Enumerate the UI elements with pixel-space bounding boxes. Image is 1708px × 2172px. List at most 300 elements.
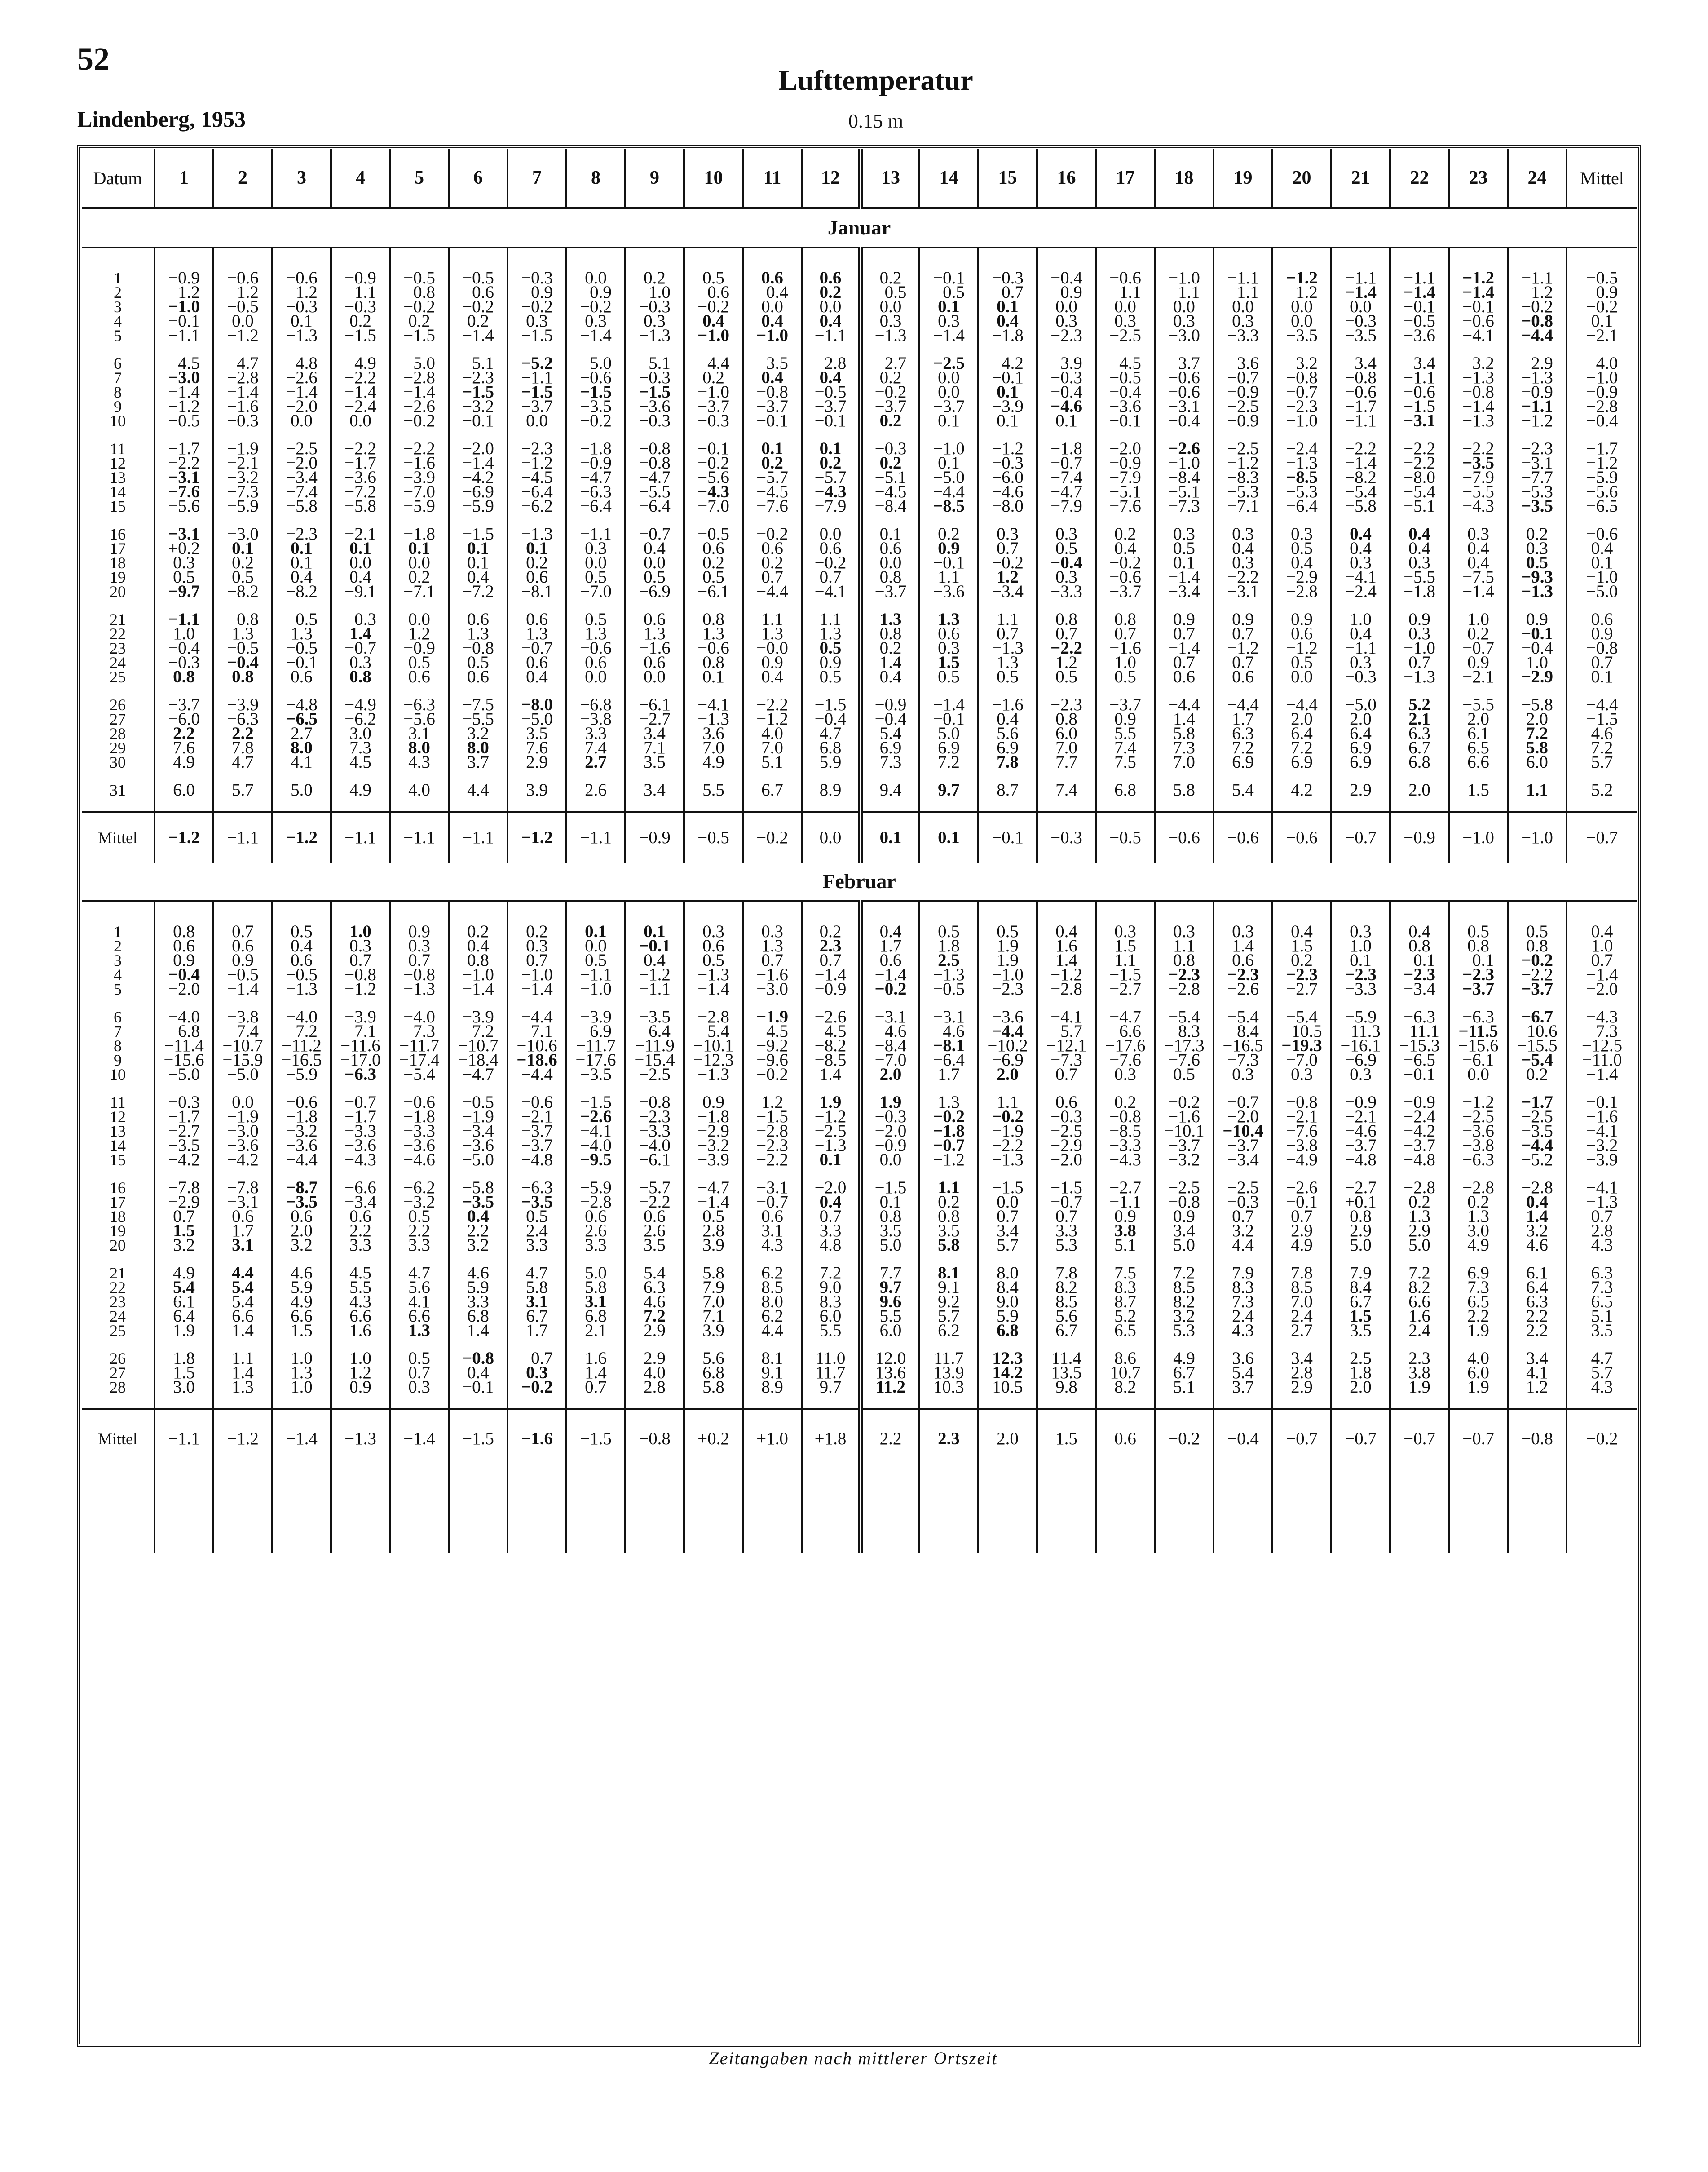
hour-value-cell: −0.3 — [154, 655, 213, 670]
hour-value-cell: 0.3 — [508, 314, 566, 328]
hour-value-cell: 0.2 — [684, 556, 743, 570]
hour-value-cell: −0.9 — [861, 698, 919, 712]
hour-value-cell: −5.1 — [1155, 485, 1214, 499]
hour-value-cell: −1.5 — [802, 698, 861, 712]
hour-value-cell: −0.3 — [625, 300, 684, 314]
hour-value-cell: −1.3 — [272, 328, 331, 343]
hour-value-cell: −6.3 — [390, 698, 449, 712]
hour-value-cell: −2.3 — [272, 527, 331, 541]
daily-mean-cell: −1.0 — [1586, 368, 1618, 387]
hour-value-cell: −0.6 — [1155, 812, 1214, 863]
hour-value-cell: 1.5 — [154, 1366, 213, 1380]
hour-value-cell: −3.6 — [213, 1138, 272, 1153]
hour-value-cell: 1.0 — [1331, 612, 1390, 627]
hour-value-cell: 2.1 — [566, 1323, 625, 1338]
hour-value-cell: −0.5 — [919, 285, 978, 300]
hour-value-cell: −1.3 — [861, 328, 919, 343]
hour-value-cell: −0.2 — [1508, 300, 1567, 314]
hour-value-cell: −1.1 — [566, 812, 625, 863]
hour-value-cell: −7.4 — [1037, 470, 1096, 485]
hour-value-cell: 0.2 — [625, 271, 684, 285]
hour-value-cell: 3.3 — [1037, 1224, 1096, 1238]
hour-value-cell: −1.2 — [272, 812, 331, 863]
hour-value-cell: 0.1 — [861, 812, 919, 863]
hour-value-cell: 1.1 — [1508, 783, 1567, 797]
hour-value-cell: −0.5 — [272, 612, 331, 627]
spacer-cell — [1449, 901, 1508, 925]
hour-value-cell: 0.1 — [272, 556, 331, 570]
hour-value-cell: −2.8 — [390, 371, 449, 385]
hour-value-cell: −2.2 — [154, 456, 213, 470]
hour-value-cell: 5.0 — [1155, 1238, 1214, 1252]
spacer-cell — [978, 248, 1037, 271]
day-cell: 22 — [82, 1280, 154, 1295]
header-hour: 22 — [1390, 149, 1449, 208]
hour-value-cell: 0.0 — [390, 612, 449, 627]
hour-value-cell: −5.5 — [1449, 485, 1508, 499]
hour-value-cell: 0.6 — [1155, 670, 1214, 684]
hour-value-cell: 5.3 — [1155, 1323, 1214, 1338]
hour-value-cell: 4.4 — [449, 783, 508, 797]
hour-value-cell: −0.2 — [743, 527, 802, 541]
hour-value-cell: 0.0 — [625, 670, 684, 684]
hour-value-cell: −4.3 — [331, 1153, 390, 1167]
hour-value-cell: −0.2 — [1155, 1095, 1214, 1110]
hour-value-cell: 7.0 — [743, 741, 802, 755]
hour-value-cell: 1.1 — [978, 1095, 1037, 1110]
hour-value-cell: −1.2 — [213, 328, 272, 343]
hour-value-cell: −0.6 — [566, 641, 625, 655]
hour-value-cell: −0.9 — [802, 982, 861, 996]
hour-value-cell: −5.3 — [1214, 485, 1272, 499]
hour-value-cell: −5.7 — [1037, 1024, 1096, 1039]
hour-value-cell: −6.6 — [1096, 1024, 1155, 1039]
hour-value-cell: −0.9 — [508, 285, 566, 300]
hour-value-cell: 8.0 — [743, 1295, 802, 1309]
hour-value-cell: 0.0 — [978, 1195, 1037, 1209]
hour-value-cell: −0.7 — [1037, 1195, 1096, 1209]
hour-value-cell: −0.2 — [508, 300, 566, 314]
hour-value-cell: 7.4 — [1037, 783, 1096, 797]
hour-value-cell: −0.7 — [919, 1138, 978, 1153]
hour-value-cell: −4.3 — [1096, 1153, 1155, 1167]
day-cell: 23 — [82, 641, 154, 655]
hour-value-cell: −1.4 — [449, 456, 508, 470]
spacer-cell — [1037, 248, 1096, 271]
hour-value-cell: 1.7 — [508, 1323, 566, 1338]
hour-value-cell: 0.4 — [861, 925, 919, 939]
hour-value-cell: 7.8 — [978, 755, 1037, 770]
hour-value-cell: −1.3 — [1449, 371, 1508, 385]
hour-value-cell: −0.4 — [1037, 271, 1096, 285]
hour-value-cell: 5.5 — [1096, 726, 1155, 741]
hour-value-cell: −3.7 — [508, 1138, 566, 1153]
day-cell: 16 — [82, 1181, 154, 1195]
hour-value-cell: 2.9 — [1272, 1224, 1331, 1238]
hour-value-cell: −3.3 — [390, 1124, 449, 1138]
hour-value-cell: −5.5 — [625, 485, 684, 499]
hour-value-cell: −2.0 — [1214, 1110, 1272, 1124]
hour-value-cell: 7.0 — [1037, 741, 1096, 755]
hour-value-cell: 0.0 — [1272, 314, 1331, 328]
hour-value-cell: −3.6 — [919, 584, 978, 599]
hour-value-cell: −0.3 — [625, 371, 684, 385]
hour-value-cell: 3.3 — [331, 1238, 390, 1252]
hour-value-cell: 0.2 — [1508, 1067, 1567, 1082]
hour-value-cell: −1.0 — [684, 328, 743, 343]
hour-value-cell: 6.4 — [1331, 726, 1390, 741]
day-cell: 11 — [82, 1095, 154, 1110]
hour-value-cell: 6.3 — [1508, 1295, 1567, 1309]
header-hour: 19 — [1214, 149, 1272, 208]
hour-value-cell: −5.9 — [449, 499, 508, 513]
hour-value-cell: 0.5 — [919, 925, 978, 939]
hour-value-cell: 0.2 — [919, 527, 978, 541]
hour-value-cell: −0.4 — [213, 655, 272, 670]
hour-value-cell: −0.8 — [1155, 1195, 1214, 1209]
hour-value-cell: −3.5 — [449, 1195, 508, 1209]
hour-value-cell: −4.4 — [1155, 698, 1214, 712]
hour-value-cell: −1.2 — [1449, 1095, 1508, 1110]
hour-value-cell: −3.5 — [1449, 456, 1508, 470]
hour-value-cell: 2.8 — [625, 1380, 684, 1394]
hour-value-cell: −16.5 — [272, 1053, 331, 1067]
hour-value-cell: −5.9 — [213, 499, 272, 513]
hour-value-cell: 4.6 — [625, 1295, 684, 1309]
hour-value-cell: 0.5 — [684, 1209, 743, 1224]
hour-value-cell: 5.1 — [1096, 1238, 1155, 1252]
hour-value-cell: −6.3 — [508, 1181, 566, 1195]
hour-value-cell: 5.8 — [508, 1280, 566, 1295]
spacer-cell — [213, 248, 272, 271]
hour-value-cell: −1.7 — [331, 456, 390, 470]
hour-value-cell: −3.6 — [449, 1138, 508, 1153]
hour-value-cell: −1.0 — [1508, 812, 1567, 863]
hour-value-cell: −3.5 — [1331, 328, 1390, 343]
hour-value-cell: 0.9 — [743, 655, 802, 670]
hour-value-cell: 0.1 — [331, 541, 390, 556]
hour-value-cell: 0.6 — [566, 1209, 625, 1224]
daily-mean-cell: 5.1 — [1591, 1306, 1613, 1326]
hour-value-cell: 0.0 — [272, 414, 331, 428]
hour-value-cell: −3.7 — [1096, 584, 1155, 599]
hour-value-cell: −7.4 — [213, 1024, 272, 1039]
spacer-cell — [1567, 901, 1637, 925]
hour-value-cell: −1.5 — [1037, 1181, 1096, 1195]
spacer-row — [82, 1338, 1637, 1351]
hour-value-cell: 0.5 — [566, 953, 625, 968]
daily-mean-cell: 5.7 — [1591, 752, 1613, 772]
hour-value-cell: −0.3 — [978, 271, 1037, 285]
hour-value-cell: −1.1 — [1096, 1195, 1155, 1209]
hour-value-cell: −7.2 — [331, 485, 390, 499]
hour-value-cell: 2.9 — [625, 1351, 684, 1366]
hour-value-cell: −1.2 — [508, 456, 566, 470]
hour-value-cell: 10.3 — [919, 1380, 978, 1394]
hour-value-cell: −3.0 — [743, 982, 802, 996]
hour-value-cell: −1.0 — [1390, 641, 1449, 655]
hour-value-cell: −4.5 — [802, 1024, 861, 1039]
hour-value-cell: 8.0 — [978, 1266, 1037, 1280]
hour-value-cell: 11.0 — [802, 1351, 861, 1366]
spacer-cell — [1449, 248, 1508, 271]
hour-value-cell: −17.4 — [390, 1053, 449, 1067]
hour-value-cell: 0.9 — [154, 953, 213, 968]
hour-value-cell: −6.3 — [331, 1067, 390, 1082]
hour-value-cell: 3.4 — [625, 726, 684, 741]
hour-value-cell: −5.0 — [919, 470, 978, 485]
spacer-cell — [508, 248, 566, 271]
hour-value-cell: 0.5 — [566, 570, 625, 584]
hour-value-cell: 0.3 — [1214, 1067, 1272, 1082]
hour-value-cell: 5.4 — [213, 1295, 272, 1309]
day-cell: 25 — [82, 1323, 154, 1338]
hour-value-cell: 1.0 — [331, 925, 390, 939]
hour-value-cell: 2.7 — [566, 755, 625, 770]
hour-value-cell: −7.0 — [566, 584, 625, 599]
hour-value-cell: −0.3 — [861, 1110, 919, 1124]
hour-value-cell: 8.3 — [1096, 1280, 1155, 1295]
hour-value-cell: 6.4 — [154, 1309, 213, 1323]
hour-value-cell: −0.4 — [1037, 385, 1096, 399]
hour-value-cell: 3.4 — [1508, 1351, 1567, 1366]
hour-value-cell: −2.3 — [1449, 968, 1508, 982]
daily-mean-cell: −1.4 — [1586, 1065, 1618, 1084]
hour-value-cell: 5.4 — [625, 1266, 684, 1280]
hour-value-cell: 2.2 — [390, 1224, 449, 1238]
hour-value-cell: −1.4 — [1155, 641, 1214, 655]
hour-value-cell: 7.2 — [1272, 741, 1331, 755]
hour-value-cell: −3.5 — [154, 1138, 213, 1153]
hour-value-cell: 0.6 — [861, 953, 919, 968]
hour-value-cell: 0.8 — [1508, 939, 1567, 953]
hour-value-cell: 2.9 — [1331, 1224, 1390, 1238]
hour-value-cell: 0.3 — [1449, 527, 1508, 541]
hour-value-cell: −0.9 — [154, 271, 213, 285]
day-cell: 17 — [82, 1195, 154, 1209]
hour-value-cell: −3.2 — [1272, 356, 1331, 371]
daily-mean-cell: 0.6 — [1591, 610, 1613, 629]
hour-value-cell: 0.1 — [978, 300, 1037, 314]
daily-mean-cell: 6.5 — [1591, 1292, 1613, 1311]
hour-value-cell: −2.3 — [1331, 968, 1390, 982]
hour-value-cell: −0.1 — [978, 371, 1037, 385]
hour-value-cell: 2.3 — [919, 1409, 978, 1468]
hour-value-cell: 0.3 — [1096, 1067, 1155, 1082]
hour-value-cell: −1.1 — [1331, 641, 1390, 655]
table-row — [82, 1351, 1637, 1366]
hour-value-cell: 13.9 — [919, 1366, 978, 1380]
hour-value-cell: −0.9 — [1331, 1095, 1390, 1110]
hour-value-cell: 4.9 — [272, 1295, 331, 1309]
spacer-cell — [802, 1468, 861, 1553]
hour-value-cell: −0.4 — [861, 712, 919, 726]
hour-value-cell: 0.7 — [743, 570, 802, 584]
hour-value-cell: −2.2 — [743, 1153, 802, 1167]
hour-value-cell: −0.1 — [919, 712, 978, 726]
hour-value-cell: −0.2 — [861, 982, 919, 996]
hour-value-cell: 1.2 — [978, 570, 1037, 584]
spacer-cell — [508, 901, 566, 925]
hour-value-cell: −0.2 — [743, 1067, 802, 1082]
hour-value-cell: −6.0 — [154, 712, 213, 726]
hour-value-cell: −8.2 — [802, 1039, 861, 1053]
hour-value-cell: 6.7 — [1037, 1323, 1096, 1338]
hour-value-cell: −3.7 — [1096, 698, 1155, 712]
hour-value-cell: 0.8 — [154, 670, 213, 684]
hour-value-cell: −7.6 — [1096, 499, 1155, 513]
hour-value-cell: 2.2 — [331, 1224, 390, 1238]
hour-value-cell: −2.6 — [802, 1010, 861, 1024]
hour-value-cell: 0.6 — [331, 1209, 390, 1224]
hour-value-cell: −1.1 — [154, 328, 213, 343]
hour-value-cell: −1.1 — [1390, 271, 1449, 285]
day-cell: 5 — [82, 328, 154, 343]
hour-value-cell: −1.2 — [1214, 456, 1272, 470]
hour-value-cell: 2.6 — [625, 1224, 684, 1238]
hour-value-cell: −0.5 — [1390, 314, 1449, 328]
mittel-label: Mittel — [82, 1409, 154, 1468]
hour-value-cell: −0.5 — [449, 271, 508, 285]
day-cell: 14 — [82, 1138, 154, 1153]
hour-value-cell: 14.2 — [978, 1366, 1037, 1380]
hour-value-cell: 0.0 — [1037, 300, 1096, 314]
hour-value-cell: −0.5 — [390, 271, 449, 285]
hour-value-cell: 0.1 — [449, 541, 508, 556]
day-cell: 7 — [82, 371, 154, 385]
hour-value-cell: −0.3 — [331, 612, 390, 627]
header-hour: 18 — [1155, 149, 1214, 208]
hour-value-cell: 5.8 — [1508, 741, 1567, 755]
hour-value-cell: −11.2 — [272, 1039, 331, 1053]
hour-value-cell: 7.6 — [508, 741, 566, 755]
hour-value-cell: −2.5 — [1037, 1124, 1096, 1138]
hour-value-cell: −1.2 — [1037, 968, 1096, 982]
hour-value-cell: 0.2 — [508, 925, 566, 939]
hour-value-cell: −2.7 — [861, 356, 919, 371]
hour-value-cell: −1.1 — [154, 612, 213, 627]
hour-value-cell: 11.7 — [802, 1366, 861, 1380]
hour-value-cell: 1.9 — [1449, 1323, 1508, 1338]
hour-value-cell: −8.1 — [508, 584, 566, 599]
hour-value-cell: −2.8 — [802, 356, 861, 371]
hour-value-cell: 0.9 — [1390, 612, 1449, 627]
hour-value-cell: −2.1 — [331, 527, 390, 541]
day-cell: 3 — [82, 300, 154, 314]
day-cell: 26 — [82, 1351, 154, 1366]
hour-value-cell: −3.5 — [1272, 328, 1331, 343]
header-datum: Datum — [82, 149, 154, 208]
spacer-cell — [154, 901, 213, 925]
hour-value-cell: 1.1 — [1155, 939, 1214, 953]
hour-value-cell: 8.1 — [919, 1266, 978, 1280]
hour-value-cell: −6.1 — [625, 1153, 684, 1167]
spacer-cell — [390, 1468, 449, 1553]
hour-value-cell: −0.9 — [1214, 385, 1272, 399]
hour-value-cell: −1.9 — [213, 1110, 272, 1124]
hour-value-cell: −5.2 — [508, 356, 566, 371]
hour-value-cell: −2.3 — [1214, 968, 1272, 982]
hour-value-cell: 4.0 — [743, 726, 802, 741]
daily-mean-cell: −2.8 — [1586, 397, 1618, 416]
hour-value-cell: 6.8 — [684, 1366, 743, 1380]
hour-value-cell: 0.7 — [1272, 1209, 1331, 1224]
mittel-row — [82, 1409, 1637, 1468]
hour-value-cell: 2.7 — [272, 726, 331, 741]
hour-value-cell: 1.4 — [331, 627, 390, 641]
table-row — [82, 1266, 1637, 1280]
hour-value-cell: 0.8 — [861, 627, 919, 641]
hour-value-cell: 0.2 — [1449, 1195, 1508, 1209]
hour-value-cell: 1.5 — [272, 1323, 331, 1338]
hour-value-cell: −0.7 — [978, 285, 1037, 300]
hour-value-cell: 5.5 — [861, 1309, 919, 1323]
hour-value-cell: −6.9 — [449, 485, 508, 499]
hour-value-cell: 3.1 — [566, 1295, 625, 1309]
hour-value-cell: −4.1 — [1037, 1010, 1096, 1024]
hour-value-cell: −1.4 — [390, 385, 449, 399]
hour-value-cell: 5.9 — [449, 1280, 508, 1295]
hour-value-cell: −7.6 — [1272, 1124, 1331, 1138]
hour-value-cell: −0.3 — [213, 414, 272, 428]
hour-value-cell: −3.5 — [566, 1067, 625, 1082]
hour-value-cell: 0.6 — [743, 271, 802, 285]
daily-mean-cell: −4.0 — [1586, 354, 1618, 373]
hour-value-cell: −9.1 — [331, 584, 390, 599]
hour-value-cell: 7.0 — [684, 1295, 743, 1309]
hour-value-cell: −0.8 — [449, 641, 508, 655]
hour-value-cell: 4.4 — [743, 1323, 802, 1338]
hour-value-cell: −4.8 — [272, 698, 331, 712]
hour-value-cell: −7.9 — [1449, 470, 1508, 485]
hour-value-cell: −2.5 — [1096, 328, 1155, 343]
hour-value-cell: −1.1 — [1508, 271, 1567, 285]
hour-value-cell: 8.0 — [449, 741, 508, 755]
hour-value-cell: 0.8 — [1037, 612, 1096, 627]
hour-value-cell: −2.5 — [1214, 442, 1272, 456]
hour-value-cell: −5.4 — [1214, 1010, 1272, 1024]
hour-value-cell: 0.0 — [1331, 300, 1390, 314]
hour-value-cell: −0.7 — [1331, 1409, 1390, 1468]
daily-mean-cell: −7.3 — [1586, 1022, 1618, 1041]
hour-value-cell: 0.5 — [1272, 655, 1331, 670]
hour-value-cell: −1.2 — [1272, 271, 1331, 285]
hour-value-cell: −0.1 — [919, 556, 978, 570]
header-hour: 16 — [1037, 149, 1096, 208]
hour-value-cell: −6.7 — [1508, 1010, 1567, 1024]
hour-value-cell: −4.4 — [1508, 1138, 1567, 1153]
daily-mean-cell: −1.7 — [1586, 439, 1618, 458]
hour-value-cell: −1.2 — [154, 399, 213, 414]
hour-value-cell: 1.9 — [1449, 1380, 1508, 1394]
hour-value-cell: 0.6 — [684, 541, 743, 556]
hour-value-cell: 2.8 — [1272, 1366, 1331, 1380]
hour-value-cell: −7.0 — [1272, 1053, 1331, 1067]
hour-value-cell: −1.4 — [566, 328, 625, 343]
daily-mean-cell: 6.3 — [1591, 1263, 1613, 1283]
hour-value-cell: −3.8 — [1449, 1138, 1508, 1153]
hour-value-cell: −0.8 — [625, 442, 684, 456]
hour-value-cell: −6.3 — [213, 712, 272, 726]
hour-value-cell: −0.3 — [154, 1095, 213, 1110]
hour-value-cell: 5.1 — [1155, 1380, 1214, 1394]
hour-value-cell: 0.6 — [1214, 953, 1272, 968]
daily-mean-cell: 5.2 — [1591, 780, 1613, 800]
hour-value-cell: −4.4 — [1214, 698, 1272, 712]
day-cell: 25 — [82, 670, 154, 684]
hour-value-cell: −6.1 — [684, 584, 743, 599]
hour-value-cell: 0.7 — [1155, 627, 1214, 641]
